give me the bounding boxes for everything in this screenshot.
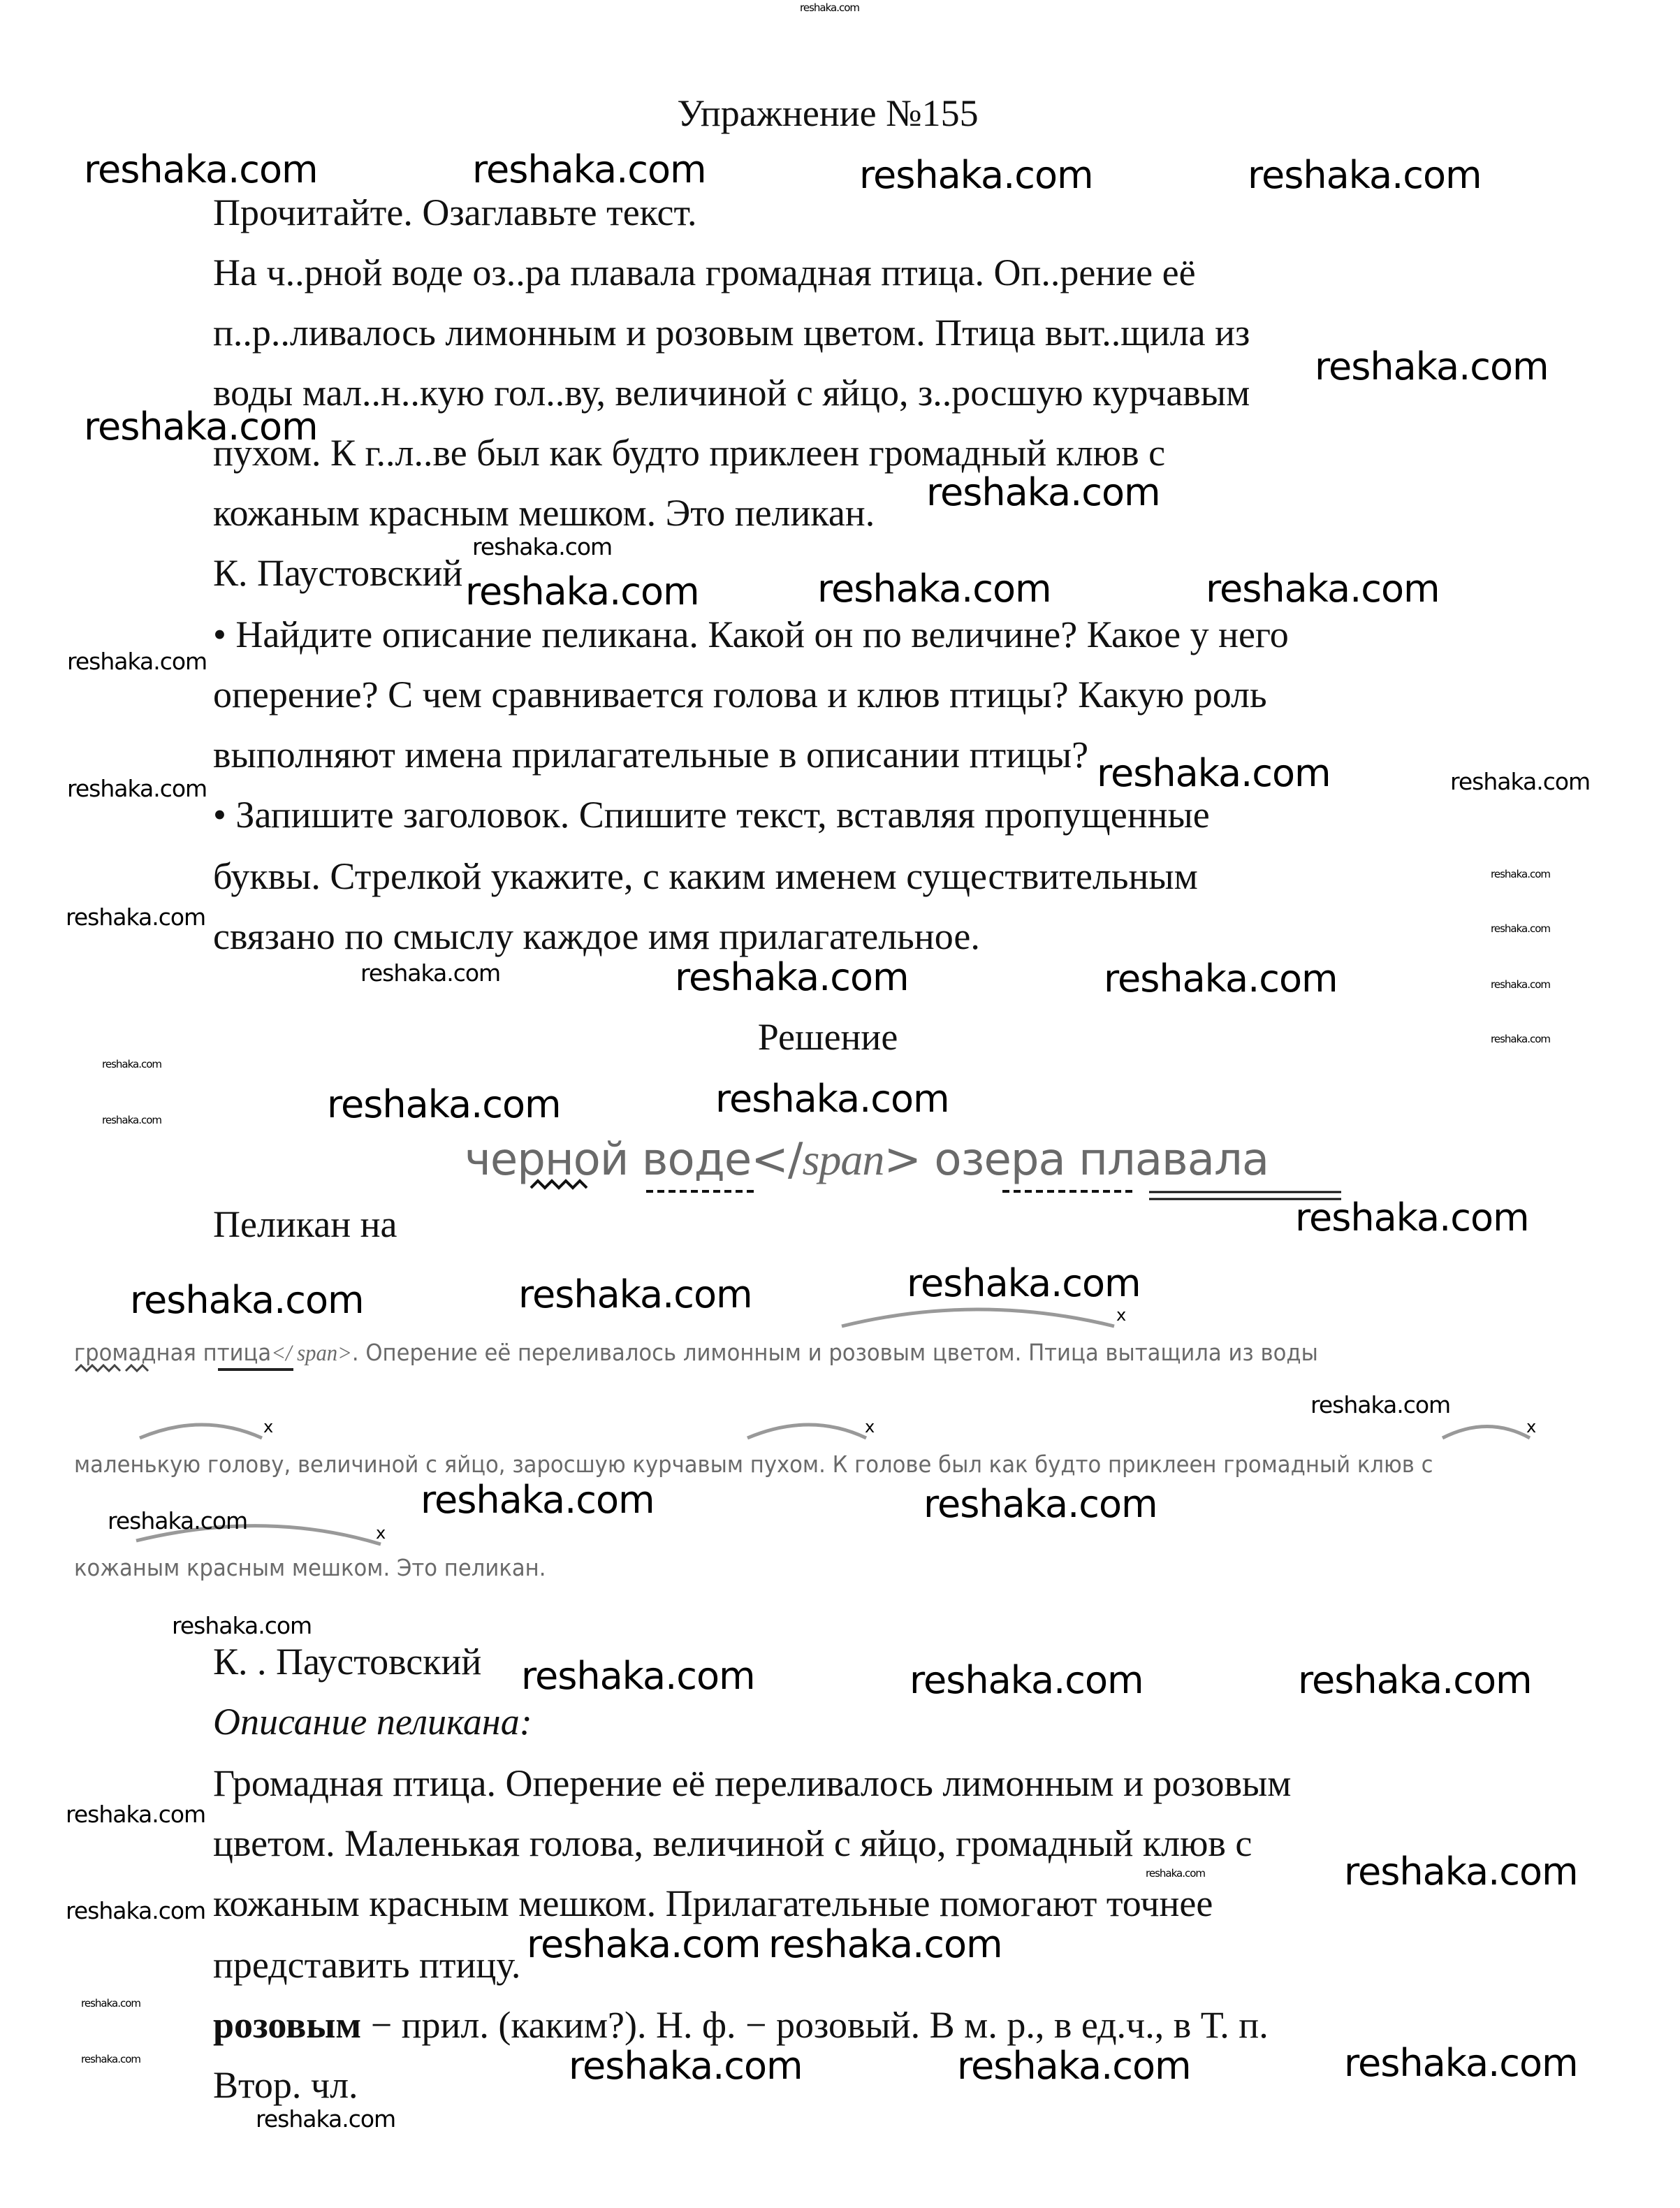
watermark: reshaka.com [1315, 344, 1549, 388]
watermark: reshaka.com [1450, 768, 1591, 795]
image-tag: span [802, 1135, 884, 1184]
watermark: reshaka.com [521, 1654, 755, 1698]
watermark: reshaka.com [472, 147, 706, 191]
watermark: reshaka.com [81, 2053, 140, 2065]
watermark: reshaka.com [66, 1801, 206, 1828]
grammar-tag: </ span> [271, 1341, 352, 1366]
watermark: reshaka.com [130, 1278, 364, 1322]
grammar-line [74, 1340, 1318, 1366]
solution-intro: Пеликан на [213, 1203, 397, 1245]
watermark: reshaka.com [926, 470, 1160, 514]
watermark: reshaka.com [66, 1897, 206, 1924]
watermark: reshaka.com [1104, 957, 1338, 1001]
description-line: представить птицу. [213, 1944, 521, 1986]
solution-heading: Решение [757, 1016, 898, 1058]
grammar-text: . Оперение её переливалось лимонным и розовым цветом. Птица вытащила из воды [351, 1339, 1318, 1366]
watermark: reshaka.com [472, 533, 613, 560]
analysis-line [213, 2006, 1269, 2044]
watermark: reshaka.com [1310, 1391, 1451, 1418]
watermark: reshaka.com [1491, 868, 1550, 880]
watermark: reshaka.com [923, 1482, 1157, 1526]
watermark: reshaka.com [1146, 1867, 1205, 1880]
watermark: reshaka.com [421, 1478, 655, 1522]
watermark: reshaka.com [907, 1261, 1141, 1305]
image-words: озера [934, 1134, 1065, 1186]
task-line: оперение? С чем сравнивается голова и клюв птицы? Какую роль [213, 674, 1267, 716]
watermark: reshaka.com [527, 1922, 761, 1966]
task-line: связано по смыслу каждое имя прилагательное. [213, 915, 980, 957]
watermark: reshaka.com [569, 2044, 803, 2088]
watermark: reshaka.com [84, 147, 318, 191]
arc-arrow [747, 1425, 866, 1438]
watermark: reshaka.com [768, 1922, 1002, 1966]
arc-arrow [1442, 1427, 1530, 1439]
watermark: reshaka.com [102, 1114, 161, 1126]
watermark: reshaka.com [67, 775, 207, 802]
task-line: Прочитайте. Озаглавьте текст. [213, 191, 697, 233]
watermark: reshaka.com [1491, 922, 1550, 935]
watermark: reshaka.com [256, 2105, 396, 2133]
analysis-text: − прил. (каким?). Н. ф. − розовый. В м. р., в ед.ч., в Т. п. [361, 2004, 1269, 2046]
watermark: reshaka.com [108, 1507, 248, 1534]
watermark: reshaka.com [1491, 1033, 1550, 1045]
image-tag: </ [751, 1134, 803, 1186]
description-line: Громадная птица. Оперение её переливалось лимонным и розовым [213, 1762, 1292, 1804]
watermark: reshaka.com [910, 1658, 1144, 1702]
task-line: буквы. Стрелкой укажите, с каким именем существительным [213, 855, 1198, 897]
grammar-line: кожаным красным мешком. Это пеликан. [74, 1554, 546, 1581]
task-author: К. Паустовский [213, 552, 463, 594]
watermark: reshaka.com [1097, 751, 1331, 795]
task-line: воды мал..н..кую гол..ву, величиной с яйцо, з..росшую курчавым [213, 372, 1250, 414]
description-line: цветом. Маленькая голова, величиной с яйцо, громадный клюв с [213, 1822, 1252, 1864]
watermark: reshaka.com [360, 959, 501, 987]
grammar-line: маленькую голову, величиной с яйцо, заросшую курчавым пухом. К голове был как будто приклеен громадный клюв с [74, 1451, 1433, 1478]
watermark: reshaka.com [1295, 1196, 1529, 1240]
image-predicate: плавала [1079, 1134, 1269, 1186]
arc-arrow [842, 1309, 1114, 1326]
watermark: reshaka.com [327, 1082, 561, 1126]
watermark: reshaka.com [1248, 153, 1482, 197]
exercise-title: Упражнение №155 [677, 92, 979, 134]
watermark: reshaka.com [675, 955, 909, 999]
watermark: reshaka.com [1298, 1658, 1532, 1702]
watermark: reshaka.com [1344, 2041, 1578, 2085]
watermark: reshaka.com [1491, 978, 1550, 991]
watermark: reshaka.com [102, 1058, 161, 1070]
watermark: reshaka.com [66, 903, 206, 931]
task-line: кожаным красным мешком. Это пеликан. [213, 492, 875, 534]
watermark: reshaka.com [800, 1, 859, 14]
watermark: reshaka.com [518, 1272, 752, 1316]
task-line: п..р..ливалось лимонным и розовым цветом. Птица выт..щила из [213, 312, 1250, 354]
watermark: reshaka.com [81, 1997, 140, 2010]
watermark: reshaka.com [859, 153, 1093, 197]
description-heading: Описание пеликана: [213, 1701, 532, 1743]
watermark: reshaka.com [715, 1077, 949, 1121]
task-line: • Запишите заголовок. Спишите текст, вставляя пропущенные [213, 794, 1210, 836]
arc-mark: x [1116, 1305, 1127, 1325]
grammar-text: громадная птица [74, 1339, 272, 1366]
watermark: reshaka.com [1344, 1850, 1578, 1894]
watermark: reshaka.com [67, 648, 207, 675]
image-words: черной воде [465, 1134, 752, 1186]
watermark: reshaka.com [465, 569, 699, 613]
arc-mark: x [865, 1417, 875, 1437]
arc-arrow [140, 1425, 262, 1438]
watermark: reshaka.com [84, 405, 318, 449]
solution-author: К. . Паустовский [213, 1641, 482, 1683]
analysis-line: Втор. чл. [213, 2064, 358, 2106]
task-line: • Найдите описание пеликана. Какой он по величине? Какое у него [213, 613, 1289, 655]
analysis-word: розовым [213, 2004, 362, 2046]
watermark: reshaka.com [1206, 567, 1440, 611]
watermark: reshaka.com [957, 2044, 1191, 2088]
task-line: пухом. К г..л..ве был как будто приклеен громадный клюв с [213, 432, 1166, 474]
task-line: На ч..рной воде оз..ра плавала громадная птица. Оп..рение её [213, 252, 1196, 293]
arc-mark: x [263, 1417, 274, 1437]
description-line: кожаным красным мешком. Прилагательные помогают точнее [213, 1882, 1213, 1924]
arc-mark: x [376, 1523, 386, 1543]
parsed-sentence-image [465, 1135, 1269, 1184]
watermark: reshaka.com [172, 1612, 312, 1639]
task-line: выполняют имена прилагательные в описании птицы? [213, 734, 1089, 776]
watermark: reshaka.com [817, 567, 1051, 611]
image-tag: > [884, 1134, 921, 1186]
arc-mark: x [1526, 1417, 1537, 1437]
